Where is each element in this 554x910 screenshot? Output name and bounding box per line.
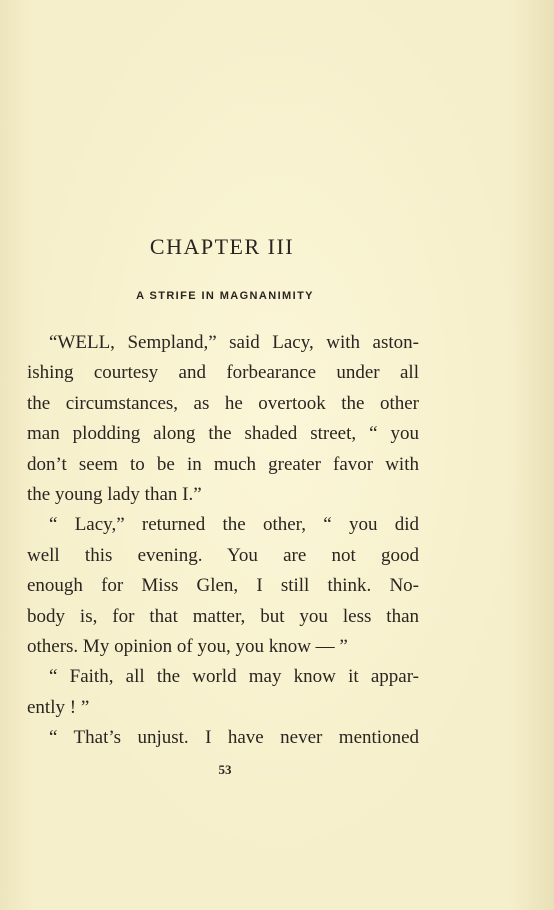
page-number: 53 [218, 762, 232, 777]
text-line: “ Faith, all the world may know it appar- [49, 666, 419, 688]
text-line: body is, for that matter, but you less than [27, 605, 419, 627]
text-line: “ That’s unjust. I have never mentioned [49, 727, 419, 749]
page-body [27, 328, 419, 754]
chapter-title: CHAPTER III [149, 234, 295, 259]
chapter-subtitle: A STRIFE IN MAGNANIMITY [136, 290, 314, 302]
text-line: the circumstances, as he overtook the other [27, 392, 419, 414]
text-line: well this evening. You are not good [27, 544, 419, 566]
text-line: “WELL, Sempland,” said Lacy, with aston- [49, 332, 419, 353]
text-line: others. My opinion of you, you know — ” [27, 636, 348, 658]
text-line: “ Lacy,” returned the other, “ you did [49, 514, 419, 536]
text-line: the young lady than I.” [27, 484, 202, 506]
text-line: ishing courtesy and forbearance under all [27, 362, 419, 384]
text-line: don’t seem to be in much greater favor with [27, 453, 419, 475]
text-line: enough for Miss Glen, I still think. No- [27, 575, 419, 597]
text-line: ently ! ” [27, 696, 90, 718]
text-line: man plodding along the shaded street, “ you [27, 423, 419, 445]
